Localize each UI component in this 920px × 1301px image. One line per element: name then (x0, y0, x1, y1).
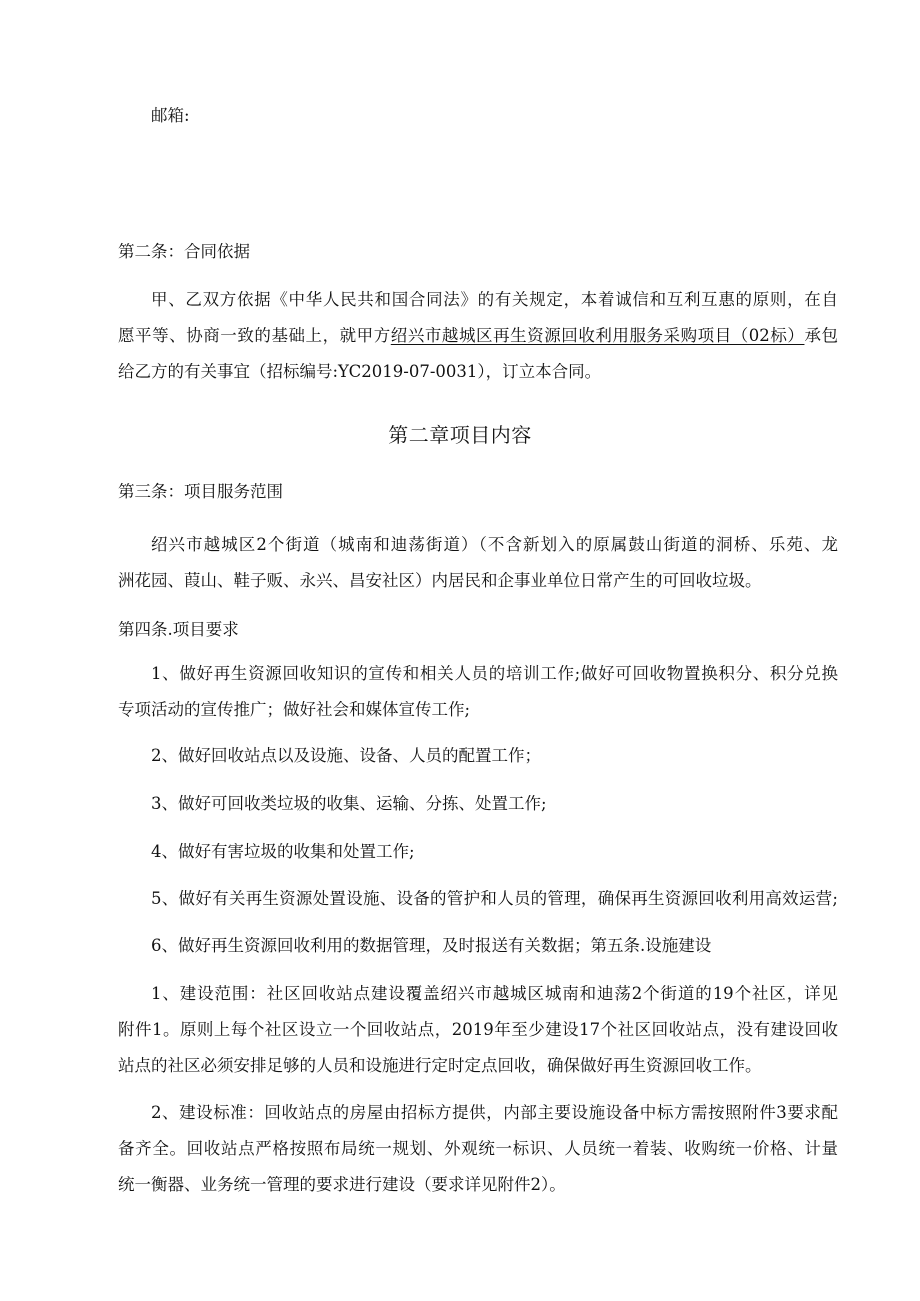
article-2-line-2 (118, 326, 838, 346)
article-2-line-2-pre: 愿平等、协商一致的基础上，就甲方 (118, 326, 391, 345)
article-2-line-3: 给乙方的有关事宜（招标编号:YC2019-07-0031），订立本合同。 (118, 362, 602, 381)
article-2-heading: 第二条：合同依据 (118, 242, 250, 261)
article-5-p2-line-3: 统一衡器、业务统一管理的要求进行建设（要求详见附件2）。 (118, 1175, 566, 1194)
article-3-heading: 第三条：项目服务范围 (118, 482, 283, 501)
article-5-p2-line-1: 2、建设标准：回收站点的房屋由招标方提供，内部主要设施设备中标方需按照附件3要求配 (151, 1103, 838, 1122)
article-4-item-1-line-1: 1、做好再生资源回收知识的宣传和相关人员的培训工作;做好可回收物置换积分、积分兑换 (151, 664, 838, 683)
article-2-line-2-post: 承包 (804, 326, 839, 345)
article-4-item-5: 5、做好有关再生资源处置设施、设备的管护和人员的管理，确保再生资源回收利用高效运营; (151, 889, 838, 908)
article-3-line-2: 洲花园、葭山、鞋子贩、永兴、昌安社区）内居民和企事业单位日常产生的可回收垃圾。 (118, 571, 762, 590)
article-4-item-1-line-2: 专项活动的宣传推广；做好社会和媒体宣传工作; (118, 700, 471, 719)
email-label: 邮箱: (151, 106, 190, 125)
article-5-p1-line-3: 站点的社区必须安排足够的人员和设施进行定时定点回收，确保做好再生资源回收工作。 (118, 1056, 762, 1075)
article-4-item-3: 3、做好可回收类垃圾的收集、运输、分拣、处置工作; (151, 794, 547, 813)
article-5-p2-line-2: 备齐全。回收站点严格按照布局统一规划、外观统一标识、人员统一着装、收购统一价格、计量 (118, 1139, 838, 1158)
article-5-p1-line-2: 附件1。原则上每个社区设立一个回收站点，2019年至少建设17个社区回收站点，没有建设回收 (118, 1020, 838, 1039)
project-name: 绍兴市越城区再生资源回收利用服务采购项目（02标） (390, 326, 805, 345)
article-5-p1-line-1: 1、建设范围：社区回收站点建设覆盖绍兴市越城区城南和迪荡2个街道的19个社区，详见 (151, 984, 838, 1003)
article-4-item-6: 6、做好再生资源回收利用的数据管理，及时报送有关数据；第五条.设施建设 (151, 936, 712, 955)
article-3-line-1: 绍兴市越城区2个街道（城南和迪荡街道）（不含新划入的原属鼓山街道的洞桥、乐苑、龙 (151, 535, 838, 554)
article-2-line-1: 甲、乙双方依据《中华人民共和国合同法》的有关规定，本着诚信和互利互惠的原则，在自 (151, 290, 838, 309)
article-4-item-2: 2、做好回收站点以及设施、设备、人员的配置工作； (151, 746, 541, 765)
article-4-item-4: 4、做好有害垃圾的收集和处置工作; (151, 842, 415, 861)
chapter-2-title: 第二章项目内容 (388, 423, 532, 447)
article-4-heading: 第四条.项目要求 (118, 620, 239, 639)
